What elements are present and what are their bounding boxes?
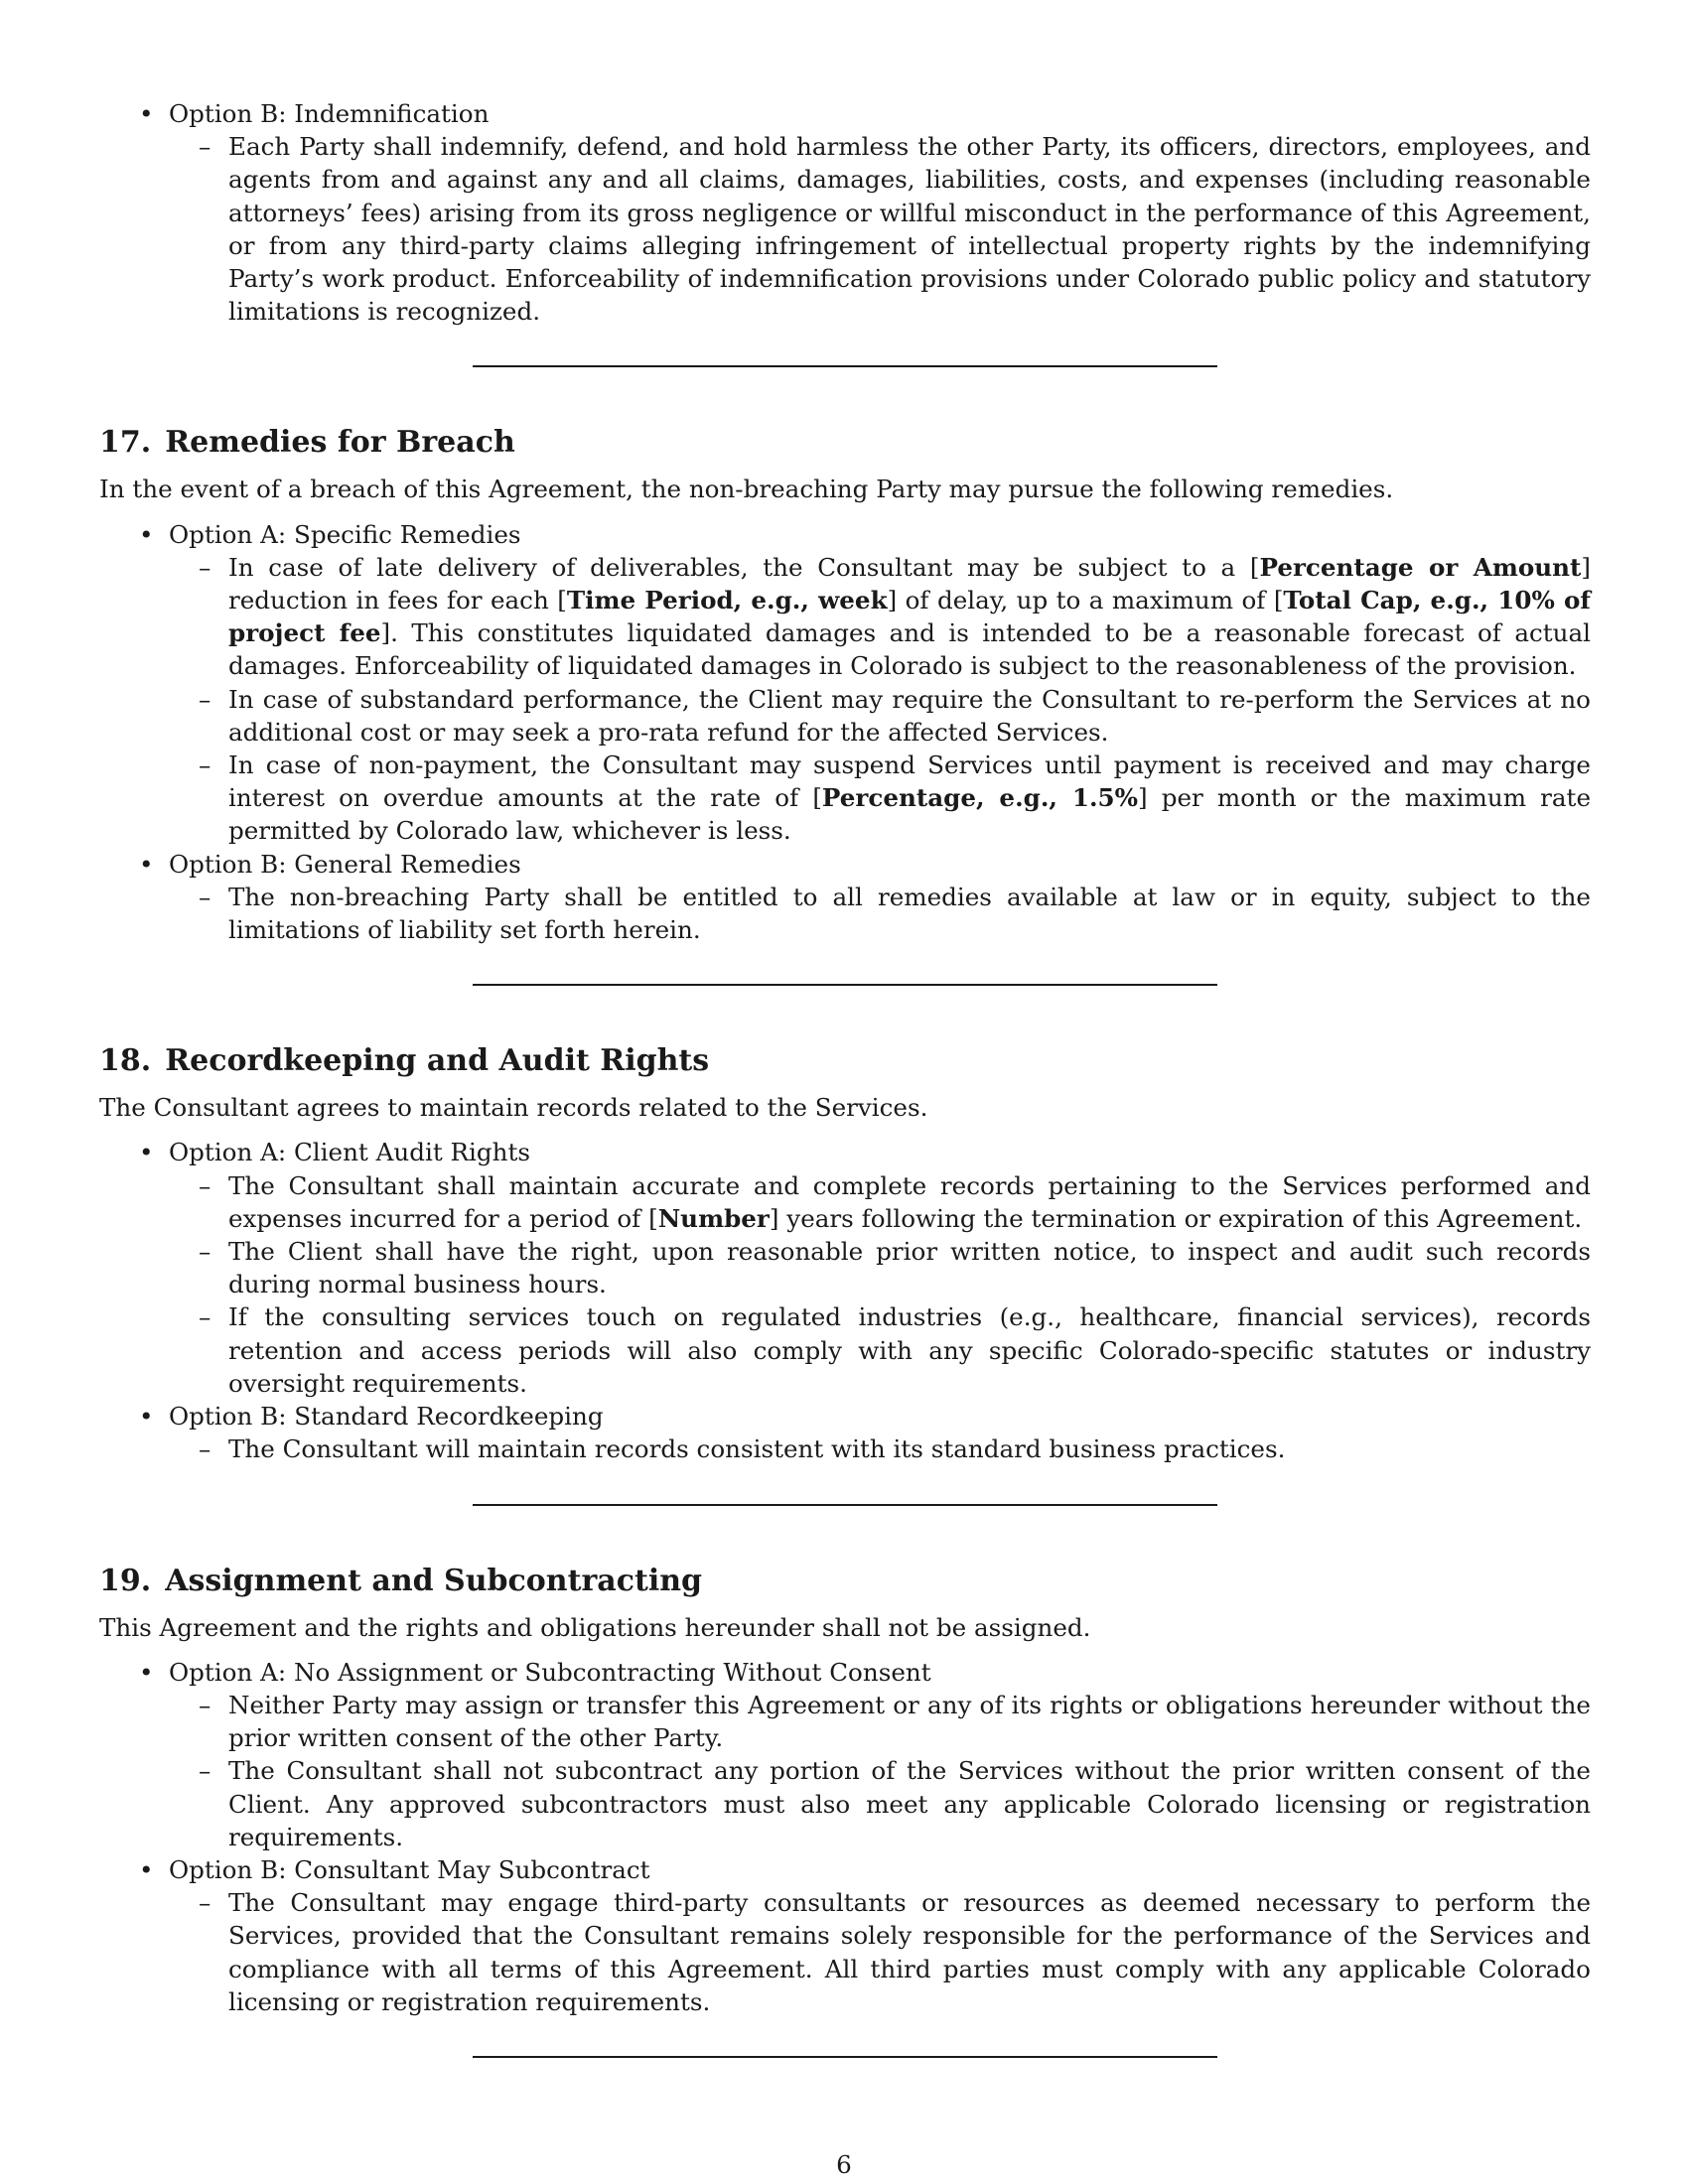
sub-item: – The Consultant will maintain records consistent with its standard business practices.: [169, 1433, 1591, 1465]
option-a-specific-remedies: [99, 518, 1591, 848]
option-sub-items: [169, 1886, 1591, 2018]
option-sub-items: [169, 551, 1591, 848]
option-a-client-audit-rights: [99, 1136, 1591, 1400]
option-label: Option A: Client Audit Rights: [169, 1138, 531, 1167]
option-label: Option A: Specific Remedies: [169, 519, 521, 549]
section-divider: [473, 2056, 1217, 2058]
option-label: Option B: General Remedies: [169, 849, 521, 879]
option-b-may-subcontract: [99, 1853, 1591, 2018]
option-label: Option B: Consultant May Subcontract: [169, 1854, 650, 1884]
sub-item-non-payment: – In case of non-payment, the Consultant may suspend Services until payment is received and may charge interest on overdue amounts at the rate of [Percentage, e.g., 1.5%] per month or the maximum rate permitted by Colorado law, whichever is less.: [169, 749, 1591, 848]
sub-item-assign: – Neither Party may assign or transfer this Agreement or any of its rights or obligations hereunder without the prior written consent of the other Party.: [169, 1689, 1591, 1754]
sub-item-substandard: – In case of substandard performance, the Client may require the Consultant to re-perform the Services at no additional cost or may seek a pro-rata refund for the affected Services.: [169, 683, 1591, 749]
sub-item-inspect: – The Client shall have the right, upon reasonable prior written notice, to inspect and audit such records during normal business hours.: [169, 1235, 1591, 1300]
option-sub-items: [169, 1169, 1591, 1400]
section-title: Recordkeeping and Audit Rights: [165, 1043, 710, 1079]
section-19-heading: [99, 1562, 1591, 1601]
section-17-options: [99, 518, 1591, 947]
placeholder-field: Percentage, e.g., 1.5%: [821, 783, 1138, 813]
page-number: 6: [836, 2150, 852, 2179]
option-sub-items: [169, 881, 1591, 946]
sub-item: – Each Party shall indemnify, defend, and hold harmless the other Party, its officers, directors, employees, and agents from and against any and all claims, damages, liabilities, costs, and expenses (including reasonable attorneys’ fees) arising from its gross negligence or willful misconduct in the performance of this Agreement, or from any third-party claims alleging infringement of intellectual property rights by the indemnifying Party’s work product. Enforceability of indemnification provisions under Colorado public policy and statutory limitations is recognized.: [169, 130, 1591, 328]
sub-item-records: – The Consultant shall maintain accurate and complete records pertaining to the Services performed and expenses incurred for a period of [Number] years following the termination or expiration of this Agreement.: [169, 1169, 1591, 1235]
placeholder-field: Total Cap, e.g., 10% of project fee: [228, 586, 1591, 648]
section-intro: In the event of a breach of this Agreement, the non-breaching Party may pursue the following remedies.: [99, 475, 1394, 504]
section-number: 18.: [99, 1043, 152, 1079]
section-18-options: [99, 1136, 1591, 1465]
option-sub-items: [169, 1689, 1591, 1853]
section-17-heading: [99, 423, 1591, 463]
option-sub-items: [169, 130, 1591, 328]
placeholder-field: Time Period, e.g., week: [566, 586, 888, 615]
sub-item-late-delivery: – In case of late delivery of deliverables, the Consultant may be subject to a [Percentage or Amount] reduction in fees for each [Time Period, e.g., week] of delay, up to a maximum of [Total Cap, e.g., 10% of project fee]. This constitutes liquidated damages and is intended to be a reasonable forecast of actual damages. Enforceability of liquidated damages in Colorado is subject to the reasonableness of the provision.: [169, 551, 1591, 683]
placeholder-field: Number: [657, 1203, 770, 1233]
option-a-no-assignment: [99, 1656, 1591, 1853]
option-label: Option B: Standard Recordkeeping: [169, 1402, 604, 1432]
document-page: [99, 97, 1591, 2058]
sub-item-subcontract: – The Consultant shall not subcontract any portion of the Services without the prior written consent of the Client. Any approved subcontractors must also meet any applicable Colorado licensing or registration requirements.: [169, 1754, 1591, 1853]
section-18-heading: [99, 1041, 1591, 1081]
sub-item-regulated: – If the consulting services touch on regulated industries (e.g., healthcare, financial services), records retention and access periods will also comply with any specific Colorado-specific statutes or industry oversight requirements.: [169, 1300, 1591, 1400]
section-number: 19.: [99, 1563, 152, 1598]
section-intro: The Consultant agrees to maintain records related to the Services.: [99, 1093, 928, 1123]
section-number: 17.: [99, 425, 152, 461]
section-title: Assignment and Subcontracting: [165, 1563, 703, 1598]
sub-item: – The Consultant may engage third-party consultants or resources as deemed necessary to perform the Services, provided that the Consultant remains solely responsible for the performance of the Services and compliance with all terms of this Agreement. All third parties must comply with any applicable Colorado licensing or registration requirements.: [169, 1886, 1591, 2018]
section-title: Remedies for Breach: [165, 425, 515, 461]
option-b-general-remedies: [99, 848, 1591, 947]
section-19-options: [99, 1656, 1591, 2018]
option-label: Option A: No Assignment or Subcontracting Without Consent: [169, 1657, 931, 1687]
section-16-options: [99, 97, 1591, 328]
option-label: Option B: Indemnification: [169, 99, 490, 128]
option-b-standard-recordkeeping: [99, 1400, 1591, 1465]
section-intro: This Agreement and the rights and obligations hereunder shall not be assigned.: [99, 1612, 1091, 1642]
placeholder-field: Percentage or Amount: [1259, 552, 1582, 582]
option-sub-items: [169, 1433, 1591, 1465]
option-b-indemnification: [99, 97, 1591, 328]
sub-item: – The non-breaching Party shall be entitled to all remedies available at law or in equity, subject to the limitations of liability set forth herein.: [169, 881, 1591, 946]
